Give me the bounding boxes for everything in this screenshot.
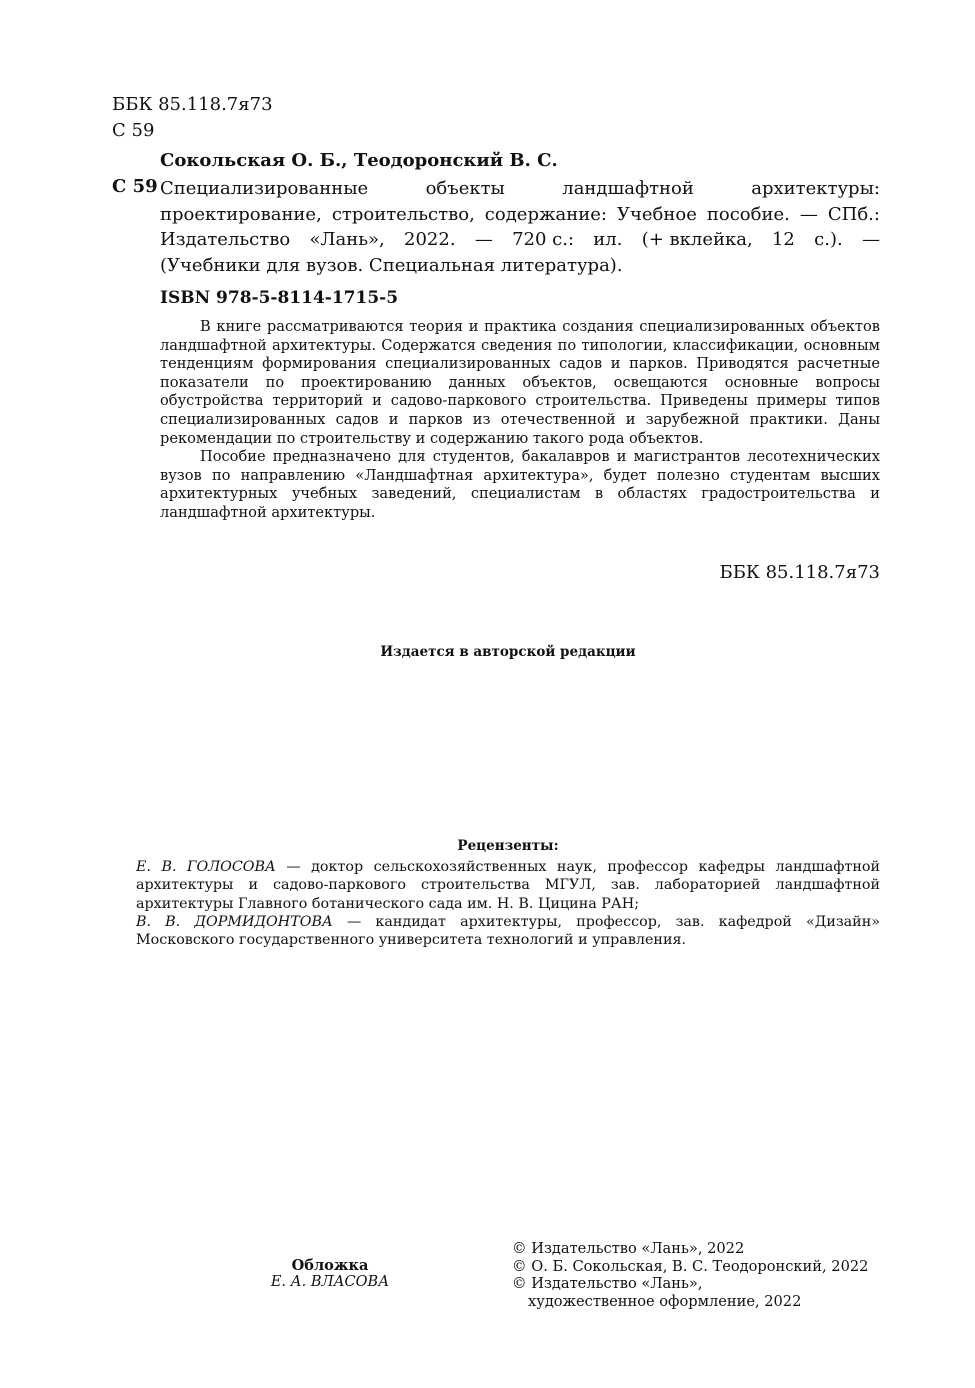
reviewer-entry [136, 858, 880, 913]
bbk-classification-bottom: ББК 85.118.7я73 [719, 562, 880, 583]
cover-label: Обложка [291, 1257, 369, 1274]
copyright-line: © Издательство «Лань», 2022 [512, 1240, 745, 1257]
reviewer-credentials: — доктор сельскохозяйственных наук, профессор кафедры ландшафтной архитектуры и садово-паркового строительства МГУЛ, зав. лабораторией ландшафтной архитектуры Главного ботанического сада им. Н. В. Цицина РАН; [136, 859, 881, 912]
reviewer-entry [136, 913, 880, 950]
copyright-line: © О. Б. Сокольская, В. С. Теодоронский, 2022 [512, 1257, 869, 1275]
biblio-line: Специализированные объекты ландшафтной архитектуры: [160, 178, 880, 199]
annotation-paragraph: Пособие предназначено для студентов, бакалавров и магистрантов лесотехнических вузов по направлению «Ландшафтная архитектура», будет полезно студентам высших архитектурных учебных заведений, специалистам в областях градостроительства и ландшафтной архитектуры. [160, 448, 880, 521]
copyright-line: художественное оформление, 2022 [528, 1292, 802, 1310]
reviewers-list [136, 858, 880, 949]
biblio-line: проектирование, строительство, содержание: Учебное пособие. — СПб.: [160, 203, 880, 225]
bibliographic-description [160, 176, 880, 278]
cover-credit [250, 1257, 410, 1291]
annotation [160, 318, 880, 523]
bbk-classification-top [112, 92, 273, 144]
authors-heading: Сокольская О. Б., Теодоронский В. С. [160, 150, 558, 171]
biblio-line: Издательство «Лань», 2022. — 720 с.: ил. (+ вклейка, 12 с.). — [160, 229, 880, 250]
biblio-line: (Учебники для вузов. Специальная литература). [160, 254, 623, 276]
reviewer-name: Е. В. ГОЛОСОВА [136, 859, 276, 875]
reviewer-name: В. В. ДОРМИДОНТОВА [136, 913, 333, 930]
bbk-code: ББК 85.118.7я73 [112, 94, 273, 115]
isbn: ISBN 978-5-8114-1715-5 [160, 288, 399, 308]
reviewer-credentials: — кандидат архитектуры, профессор, зав. кафедрой «Дизайн» Московского государственного университета технологий и управления. [136, 913, 880, 949]
edition-note: Издается в авторской редакции [380, 644, 636, 660]
author-mark: С 59 [112, 120, 155, 141]
reviewers-heading: Рецензенты: [457, 838, 559, 854]
cover-designer: Е. А. ВЛАСОВА [270, 1274, 390, 1290]
annotation-paragraph: В книге рассматриваются теория и практика создания специализированных объектов ландшафтной архитектуры. Содержатся сведения по типологии, классификации, основным тенденциям формирования специализированных садов и парков. Приводятся расчетные показатели по проектированию данных объектов, освещаются основные вопросы обустройства территорий и садово-паркового строительства. Приведены примеры типов специализированных садов и парков из отечественной и зарубежной практики. Даны рекомендации по строительству и содержанию такого рода объектов. [160, 318, 880, 447]
copyright-block [512, 1240, 868, 1310]
author-mark-bold: С 59 [112, 176, 158, 197]
copyright-line: © Издательство «Лань», [512, 1275, 703, 1292]
